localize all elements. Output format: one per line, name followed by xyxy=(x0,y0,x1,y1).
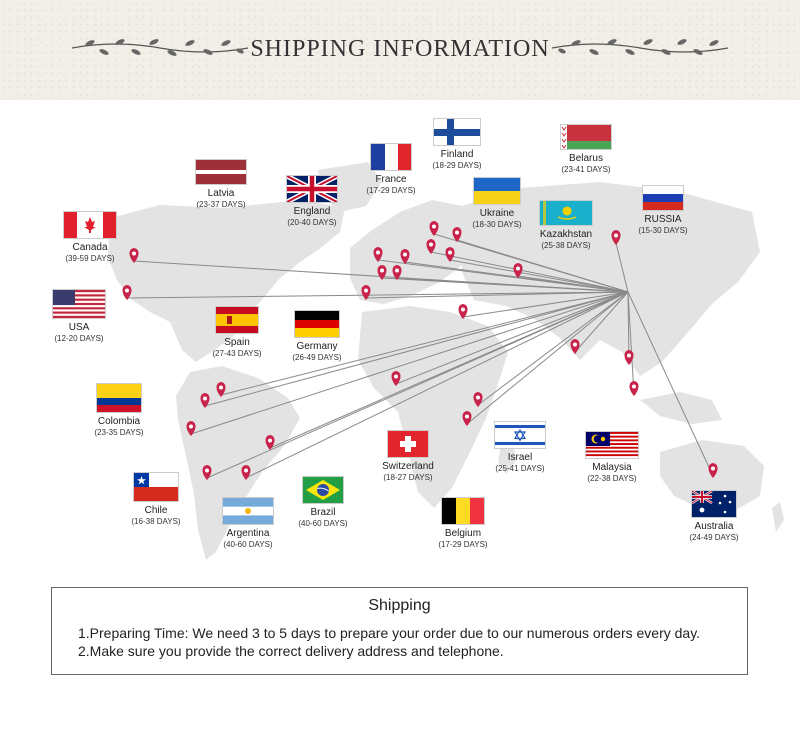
israel-flag-icon xyxy=(495,422,545,448)
germany-flag-icon xyxy=(295,311,339,337)
delivery-days: (18-29 DAYS) xyxy=(432,161,482,170)
delivery-days: (23-41 DAYS) xyxy=(561,165,611,174)
map-pin-icon xyxy=(630,381,639,396)
header-banner xyxy=(0,0,800,100)
canada-flag-icon xyxy=(64,212,116,238)
address-note: 2.Make sure you provide the correct delivery address and telephone. xyxy=(78,643,504,659)
country-finland xyxy=(402,119,512,171)
delivery-days: (23-35 DAYS) xyxy=(94,428,144,437)
kazakhstan-flag-icon xyxy=(540,201,592,225)
country-name: Australia xyxy=(694,521,734,532)
brazil-flag-icon xyxy=(303,477,343,503)
country-name: Canada xyxy=(72,242,108,253)
latvia-flag-icon xyxy=(196,160,246,184)
delivery-days: (22-38 DAYS) xyxy=(587,474,637,483)
delivery-days: (23-37 DAYS) xyxy=(196,200,246,209)
argentina-flag-icon xyxy=(223,498,273,524)
southeast-asia-islands xyxy=(640,392,722,424)
delivery-days: (26-49 DAYS) xyxy=(292,353,342,362)
country-name: Belgium xyxy=(444,528,482,539)
country-name: Argentina xyxy=(226,528,270,539)
country-colombia xyxy=(64,384,174,438)
delivery-days: (16-38 DAYS) xyxy=(131,517,181,526)
country-australia xyxy=(659,491,769,543)
country-name: USA xyxy=(68,322,90,333)
delivery-days: (25-41 DAYS) xyxy=(495,464,545,473)
country-malaysia xyxy=(557,432,667,484)
country-switzerland xyxy=(353,431,463,483)
delivery-days: (15-30 DAYS) xyxy=(638,226,688,235)
delivery-days: (40-60 DAYS) xyxy=(298,519,348,528)
country-name: England xyxy=(293,206,331,217)
delivery-days: (40-60 DAYS) xyxy=(223,540,273,549)
country-name: Germany xyxy=(296,341,338,352)
spain-flag-icon xyxy=(216,307,258,333)
country-name: Israel xyxy=(507,452,533,463)
delivery-days: (25-38 DAYS) xyxy=(541,241,591,250)
country-usa xyxy=(24,290,134,344)
chile-flag-icon xyxy=(134,473,178,501)
usa-flag-icon xyxy=(53,290,105,318)
delivery-days: (17-29 DAYS) xyxy=(366,186,416,195)
country-name: RUSSIA xyxy=(644,214,682,225)
page-title: SHIPPING INFORMATION xyxy=(250,36,550,62)
malaysia-flag-icon xyxy=(586,432,638,458)
country-name: Colombia xyxy=(97,416,141,427)
country-germany xyxy=(262,311,372,363)
switzerland-flag-icon xyxy=(388,431,428,457)
delivery-days: (20-40 DAYS) xyxy=(287,218,337,227)
preparing-time-note: 1.Preparing Time: We need 3 to 5 days to prepare your order due to our numerous orders every day. xyxy=(78,625,701,641)
country-name: Chile xyxy=(144,505,168,516)
delivery-days: (24-49 DAYS) xyxy=(689,533,739,542)
country-name: Switzerland xyxy=(382,461,434,472)
uk-flag-icon xyxy=(287,176,337,202)
delivery-days: (18-30 DAYS) xyxy=(472,220,522,229)
country-name: Brazil xyxy=(310,507,336,518)
belarus-flag-icon xyxy=(561,125,611,149)
new-zealand-landmass xyxy=(772,502,784,532)
delivery-days: (17-29 DAYS) xyxy=(438,540,488,549)
country-argentina xyxy=(193,498,303,550)
country-name: Finland xyxy=(440,149,474,160)
australia-flag-icon xyxy=(692,491,736,517)
belgium-flag-icon xyxy=(442,498,484,524)
delivery-days: (18-27 DAYS) xyxy=(383,473,433,482)
country-russia xyxy=(608,186,718,236)
delivery-days: (12-20 DAYS) xyxy=(54,334,104,343)
country-belgium xyxy=(408,498,518,550)
country-name: France xyxy=(375,174,407,185)
country-name: Malaysia xyxy=(592,462,632,473)
delivery-days: (27-43 DAYS) xyxy=(212,349,262,358)
country-belarus xyxy=(531,125,641,175)
country-name: Spain xyxy=(224,337,250,348)
country-name: Latvia xyxy=(207,188,235,199)
country-kazakhstan xyxy=(511,201,621,251)
country-name: Belarus xyxy=(569,153,603,164)
russia-flag-icon xyxy=(643,186,683,210)
vine-ornament-right-icon xyxy=(550,36,730,60)
colombia-flag-icon xyxy=(97,384,141,412)
shipping-title: Shipping xyxy=(368,597,431,614)
shipping-info-box xyxy=(51,587,748,675)
delivery-days: (39-59 DAYS) xyxy=(65,254,115,263)
country-name: Kazakhstan xyxy=(539,229,593,240)
country-canada xyxy=(35,212,145,264)
country-name: Ukraine xyxy=(479,208,515,219)
finland-flag-icon xyxy=(434,119,480,145)
